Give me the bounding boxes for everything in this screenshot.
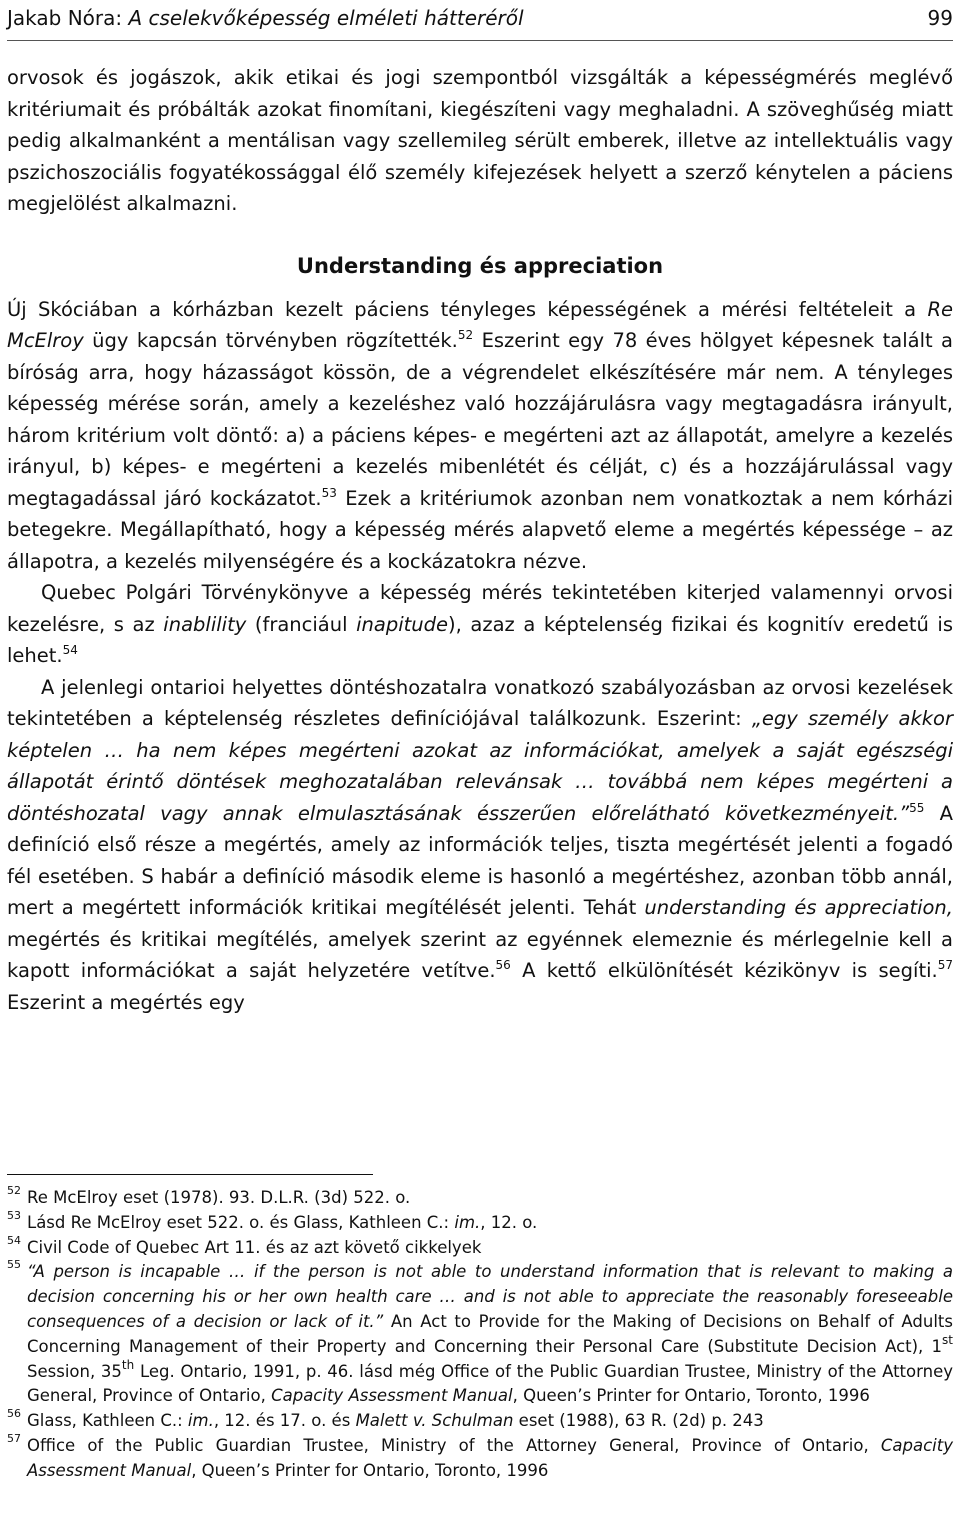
spacer bbox=[7, 220, 953, 250]
case-name: Malett v. Schulman bbox=[355, 1411, 514, 1431]
footnote-text: Leg. Ontario, 1991, p. 46. lásd még Office of the Public Guardian Trustee, Ministry of the Attorney General, Province of Ontario, bbox=[27, 1361, 953, 1406]
paragraph-quebec bbox=[7, 577, 953, 672]
footnote-number: 53 bbox=[7, 1208, 21, 1222]
footnote-text: An Act to Provide for the Making of Decisions on Behalf of Adults Concerning Management of their Property and Concerning their Personal Care (Substitute Decision Act), 1 bbox=[27, 1311, 953, 1356]
ordinal-suffix: th bbox=[121, 1357, 135, 1372]
footnote-56 bbox=[7, 1409, 953, 1434]
section-heading: Understanding és appreciation bbox=[296, 253, 664, 278]
footnote-number: 52 bbox=[7, 1184, 21, 1197]
footnote-ref-54[interactable]: 54 bbox=[62, 643, 78, 657]
ibid-abbrev: im. bbox=[187, 1411, 214, 1431]
text-run: Ezek a kritériumok azonban nem vonatkoztak a nem kórházi betegekre. Megállapítható, hogy a képesség mérés alapvető eleme a megértés képessége – az állapotra, a kezelés milyenségére és a kockázatokra nézve. bbox=[7, 486, 953, 573]
footnote-57 bbox=[7, 1431, 953, 1484]
text-run: Quebec Polgári Törvénykönyve a képesség mérés tekintetében kiterjed valamennyi orvosi kezelésre, s az bbox=[7, 581, 953, 636]
manual-title: Capacity Assessment Manual bbox=[27, 1435, 953, 1480]
definition-quote: „egy személy akkor képtelen … ha nem képes megérteni azokat az információkat, amelyek a saját egészségi állapotát érintő döntések meghozatalában relevánsak … továbbá nem képes megérteni a döntéshozatal vagy annak elmulasztásának ésszerűen előrelátható következményeit.” bbox=[7, 707, 954, 825]
header-divider bbox=[7, 40, 953, 41]
footnote-text: Civil Code of Quebec Art 11. és az azt követő cikkelyek bbox=[27, 1237, 482, 1257]
paragraph-ontario bbox=[7, 672, 953, 1019]
header-author: Jakab Nóra: bbox=[7, 6, 129, 30]
footnote-ref-56[interactable]: 56 bbox=[495, 958, 511, 972]
footnote-number: 54 bbox=[7, 1233, 21, 1247]
spacer bbox=[7, 282, 953, 294]
footnote-text: Session, 35 bbox=[27, 1361, 122, 1381]
footnote-53 bbox=[7, 1208, 953, 1236]
footnote-ref-55[interactable]: 55 bbox=[909, 800, 925, 815]
running-header-title bbox=[7, 6, 524, 30]
footnote-55 bbox=[7, 1260, 953, 1409]
text-run: Új Skóciában a kórházban kezelt páciens tényleges képességének a mérési feltételeit a bbox=[7, 297, 928, 321]
running-header bbox=[7, 6, 953, 36]
footnote-number: 55 bbox=[7, 1258, 21, 1272]
term-understanding: understanding és appreciation, bbox=[644, 896, 953, 919]
footnote-ref-52[interactable]: 52 bbox=[457, 328, 474, 342]
footnote-quote: “A person is incapable … if the person is not able to understand information that is relevant to making a decision concerning his or her own health care … and is not able to appreciate the reasonably foreseeable consequences of a decision or lack of it.” bbox=[27, 1262, 953, 1331]
footnote-52 bbox=[7, 1186, 953, 1211]
footnote-ref-53[interactable]: 53 bbox=[321, 485, 337, 500]
case-name: Re McElroy bbox=[7, 297, 953, 352]
manual-title: Capacity Assessment Manual bbox=[271, 1386, 513, 1406]
paragraph-intro: orvosok és jogászok, akik etikai és jogi szempontból vizsgálták a képességmérés meglévő kritériumait és próbálták azokat finomítani, kiegészíteni vagy meghaladni. A szöveghűség miatt pedig alkalmanként a mentálisan vagy szellemileg sérült emberek, illetve az intellektuális vagy pszichoszociális fogyatékossággal élő személy kifejezések helyett a szerző kénytelen a páciens megjelölést alkalmazni. bbox=[7, 66, 953, 215]
ordinal-suffix: st bbox=[942, 1332, 953, 1347]
footnote-text: , Queen’s Printer for Ontario, Toronto, 1996 bbox=[512, 1386, 870, 1406]
paragraph-nova-scotia bbox=[7, 294, 953, 578]
footnote-54 bbox=[7, 1233, 953, 1261]
text-run: A kettő elkülönítését kézikönyv is segíti. bbox=[510, 959, 938, 982]
footnote-text: Office of the Public Guardian Trustee, Ministry of the Attorney General, Province of Ontario, bbox=[27, 1435, 881, 1455]
footnote-text: Lásd Re McElroy eset 522. o. és Glass, Kathleen C.: bbox=[27, 1212, 455, 1232]
text-run: A definíció első része a megértés, amely az információk teljes, tiszta megértését jelenti a fogadó fél esetében. S habár a definíció második eleme is hasonló a megértéshez, azonban több annál, mert a megértett információk kritikai megítélését jelenti. Tehát bbox=[7, 801, 953, 919]
footnote-divider bbox=[7, 1174, 373, 1175]
text-run: ), azaz a képtelenség fizikai és kognitív eredetű is lehet. bbox=[7, 612, 953, 667]
footnotes bbox=[7, 1186, 953, 1484]
header-title: A cselekvőképesség elméleti hátteréről bbox=[128, 6, 524, 30]
ibid-abbrev: im. bbox=[454, 1212, 481, 1232]
term-inaptitude: inapitude bbox=[356, 612, 449, 636]
text-run: Eszerint egy 78 éves hölgyet képesnek talált a bíróság arra, hogy házasságot kössön, de a végrendelet elkészítésére már nem. A tényleges képesség mérése során, amely a kezeléshez való hozzájárulásra vagy megtagadásra irányult, három kritérium volt döntő: a) a páciens képes- e megérteni azt az állapotát, amelyre a kezelés irányul, b) képes- e megérteni a kezelés mibenlétét és célját, c) és a hozzájárulással vagy megtagadással járó kockázatot. bbox=[7, 329, 954, 510]
text-run: (franciául bbox=[246, 612, 357, 636]
footnote-text: , Queen’s Printer for Ontario, Toronto, 1996 bbox=[191, 1460, 549, 1480]
footnote-number: 57 bbox=[7, 1431, 21, 1445]
text-run: A jelenlegi ontarioi helyettes döntéshozatalra vonatkozó szabályozásban az orvosi kezelések tekintetében a képtelenség részletes definíciójával találkozunk. Eszerint: bbox=[7, 675, 953, 730]
footnote-ref-57[interactable]: 57 bbox=[937, 958, 954, 972]
page-number: 99 bbox=[927, 6, 953, 30]
footnote-number: 56 bbox=[7, 1407, 21, 1421]
text-run: Eszerint a megértés egy bbox=[7, 990, 245, 1014]
footnote-text: , 12. o. bbox=[480, 1212, 538, 1232]
footnote-text: , 12. és 17. o. és bbox=[213, 1411, 356, 1431]
footnote-text: Re McElroy eset (1978). 93. D.L.R. (3d) 522. o. bbox=[27, 1188, 411, 1207]
footnote-text: Glass, Kathleen C.: bbox=[27, 1411, 188, 1431]
footnote-text: eset (1988), 63 R. (2d) p. 243 bbox=[513, 1411, 764, 1431]
text-run: ügy kapcsán törvényben rögzítették. bbox=[83, 329, 458, 352]
term-inability: inablility bbox=[163, 612, 247, 636]
body-text bbox=[7, 62, 953, 1018]
text-run: megértés és kritikai megítélés, amelyek szerint az egyénnek elemeznie és mérlegelnie kell a kapott információkat a saját helyzetére vetítve. bbox=[7, 927, 953, 982]
